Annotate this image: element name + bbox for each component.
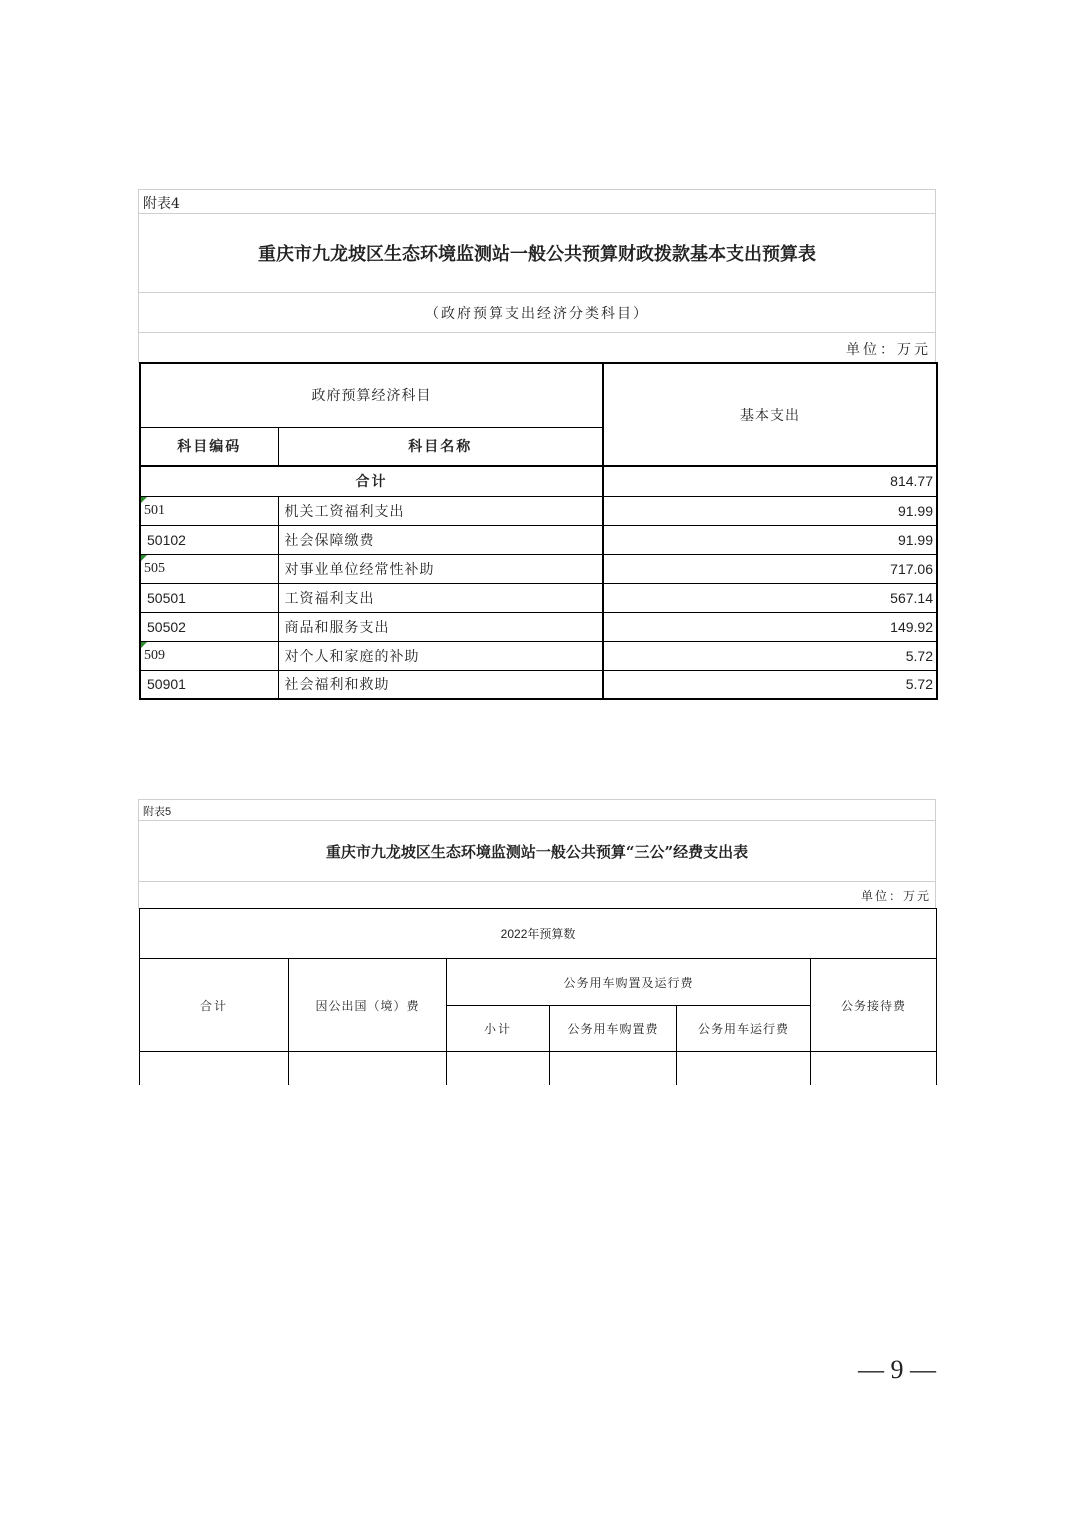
table4-code-cell [140,554,278,583]
table-row [140,670,937,699]
table4-total-value: 814.77 [603,466,937,496]
table5-cell [550,1052,677,1085]
table5-cell [811,1052,937,1085]
table4-header-group: 政府预算经济科目 [140,363,603,427]
table4-code: 509 [144,647,165,663]
table4-name: 机关工资福利支出 [278,496,603,525]
comment-marker-icon [141,555,147,561]
table4-header-amount: 基本支出 [603,363,937,466]
table4-name: 对事业单位经常性补助 [278,554,603,583]
table4-value: 5.72 [603,670,937,699]
table4-value: 5.72 [603,641,937,670]
table4 [139,362,938,700]
table4-code: 50901 [140,670,278,699]
table5-col-total: 合计 [140,959,289,1052]
table5-col-abroad: 因公出国（境）费 [289,959,447,1052]
table4-subtitle: （政府预算支出经济分类科目） [425,306,649,322]
table4-name: 商品和服务支出 [278,612,603,641]
table4-label: 附表4 [143,196,180,212]
table4-value: 149.92 [603,612,937,641]
table5-cell [140,1052,289,1085]
table4-name: 工资福利支出 [278,583,603,612]
table5 [139,908,937,1085]
table-row [140,1052,937,1085]
table-row [140,612,937,641]
table4-title: 重庆市九龙坡区生态环境监测站一般公共预算财政拨款基本支出预算表 [258,244,816,265]
table5-cell [289,1052,447,1085]
table4-value: 91.99 [603,496,937,525]
table-row [140,641,937,670]
table4-code-cell [140,641,278,670]
table4-code-cell [140,496,278,525]
comment-marker-icon [141,497,147,503]
table4-header-code: 科目编码 [140,427,278,466]
table5-label-row [138,799,936,821]
table4-total-label: 合计 [140,466,603,496]
table5-col-reception: 公务接待费 [811,959,937,1052]
table4-name: 对个人和家庭的补助 [278,641,603,670]
table4-value: 567.14 [603,583,937,612]
table5-header-year: 2022年预算数 [140,909,937,959]
table4-unit: 单位：万元 [846,342,931,358]
table5-col-operation: 公务用车运行费 [677,1006,811,1052]
table4-label-row [138,189,936,214]
table5-col-purchase: 公务用车购置费 [550,1006,677,1052]
comment-marker-icon [141,642,147,648]
table4-name: 社会福利和救助 [278,670,603,699]
table5-col-vehicle: 公务用车购置及运行费 [447,959,811,1006]
table5-title: 重庆市九龙坡区生态环境监测站一般公共预算“三公”经费支出表 [325,843,749,861]
table4-value: 717.06 [603,554,937,583]
table5-cell [677,1052,811,1085]
table4-code: 505 [144,560,165,576]
table4-name: 社会保障缴费 [278,525,603,554]
page-number: — 9 — [858,1355,936,1384]
table-row [140,496,937,525]
table5-cell [447,1052,550,1085]
table4-header-name: 科目名称 [278,427,603,466]
table4-code: 50102 [140,525,278,554]
table4-code: 501 [144,502,165,518]
table4-code: 50502 [140,612,278,641]
table5-col-subtotal: 小计 [447,1006,550,1052]
table-row [140,583,937,612]
table5-label: 附表5 [143,806,172,818]
table-row [140,525,937,554]
table5-unit: 单位：万元 [860,889,931,903]
table4-value: 91.99 [603,525,937,554]
table4-code: 50501 [140,583,278,612]
table-row [140,554,937,583]
